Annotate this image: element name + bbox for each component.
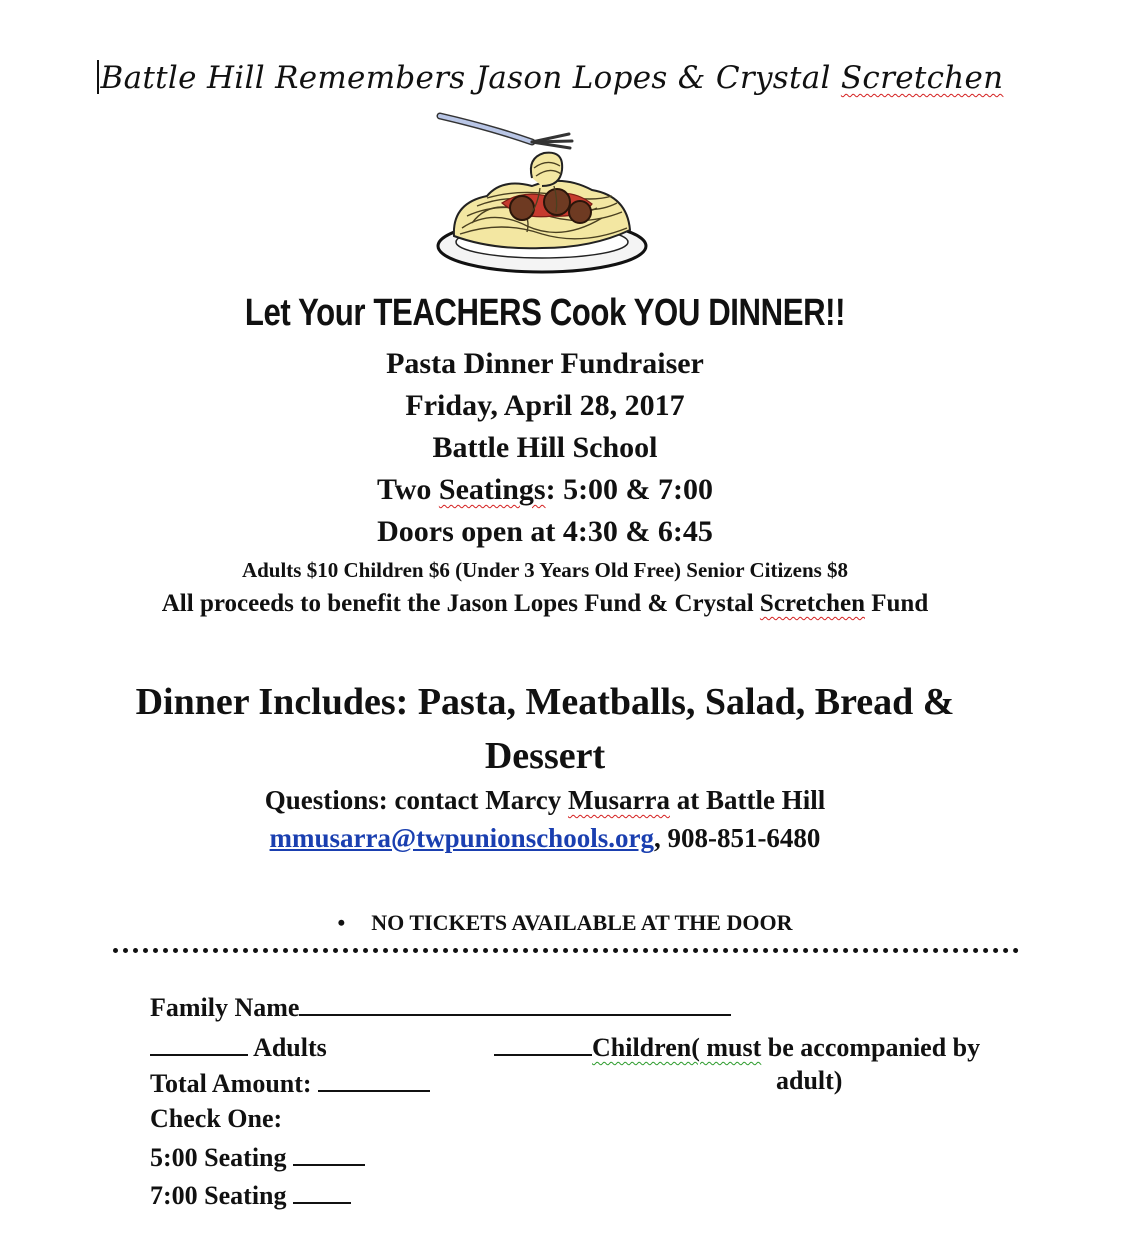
cut-line-divider — [113, 948, 1019, 953]
adults-row — [150, 1030, 327, 1063]
seating-1-row — [150, 1140, 365, 1173]
check-one-label: Check One: — [150, 1104, 283, 1133]
total-row — [150, 1066, 430, 1099]
notice-text: NO TICKETS AVAILABLE AT THE DOOR — [371, 910, 793, 935]
children-row — [494, 1030, 980, 1063]
children-blank[interactable] — [494, 1030, 592, 1056]
children-label-end: adult) — [776, 1066, 843, 1095]
adults-label: Adults — [248, 1033, 327, 1062]
seating-1-label: 5:00 Seating — [150, 1143, 293, 1172]
total-blank[interactable] — [318, 1066, 430, 1092]
proceeds-name: Scretchen — [759, 590, 865, 617]
menu-line-1: Dinner Includes: Pasta, Meatballs, Salad, Bread & — [135, 681, 955, 723]
no-tickets-notice — [0, 910, 1130, 936]
event-name: Pasta Dinner Fundraiser — [386, 347, 704, 380]
event-prices: Adults $10 Children $6 (Under 3 Years Old Free) Senior Citizens $8 — [241, 558, 849, 582]
contact-surname: Musarra — [567, 785, 670, 815]
contact-phone: , 908-851-6480 — [653, 823, 821, 853]
headline: Let Your TEACHERS Cook YOU DINNER!! — [244, 292, 846, 334]
contact-prefix: Questions: contact Marcy — [264, 785, 568, 815]
family-name-label: Family Name — [150, 993, 300, 1022]
family-name-row — [150, 990, 731, 1023]
seating-2-blank[interactable] — [293, 1178, 351, 1204]
spaghetti-plate-icon — [432, 108, 657, 278]
seating-2-label: 7:00 Seating — [150, 1181, 293, 1210]
menu-line-2: Dessert — [484, 735, 606, 777]
contact-email-line — [0, 823, 1090, 854]
children-label: Children( must — [592, 1033, 762, 1062]
event-seatings — [0, 473, 1090, 507]
seatings-times: : 5:00 & 7:00 — [545, 473, 714, 506]
total-label: Total Amount: — [150, 1069, 319, 1098]
children-label-cont: be accompanied by — [761, 1033, 981, 1062]
event-location: Battle Hill School — [432, 431, 658, 464]
header-title-text: Battle Hill Remembers Jason Lopes & Crystal — [100, 60, 841, 96]
contact-email-link[interactable]: mmusarra@twpunionschools.org — [269, 823, 654, 853]
bullet-icon: • — [337, 910, 346, 935]
contact-line — [0, 785, 1090, 816]
seatings-prefix: Two — [376, 473, 439, 506]
event-date: Friday, April 28, 2017 — [405, 389, 685, 422]
seating-1-blank[interactable] — [293, 1140, 365, 1166]
family-name-blank[interactable] — [299, 990, 731, 1016]
event-proceeds — [0, 590, 1090, 618]
seating-2-row — [150, 1178, 351, 1211]
flyer-header-title — [0, 60, 1100, 96]
seatings-word: Seatings — [438, 473, 546, 506]
adults-blank[interactable] — [150, 1030, 248, 1056]
event-doors: Doors open at 4:30 & 6:45 — [377, 515, 713, 548]
header-title-name: Scretchen — [840, 60, 1004, 96]
contact-suffix: at Battle Hill — [669, 785, 826, 815]
proceeds-suffix: Fund — [865, 590, 929, 617]
text-cursor — [97, 60, 99, 94]
proceeds-prefix: All proceeds to benefit the Jason Lopes Fund & Crystal — [161, 590, 760, 617]
